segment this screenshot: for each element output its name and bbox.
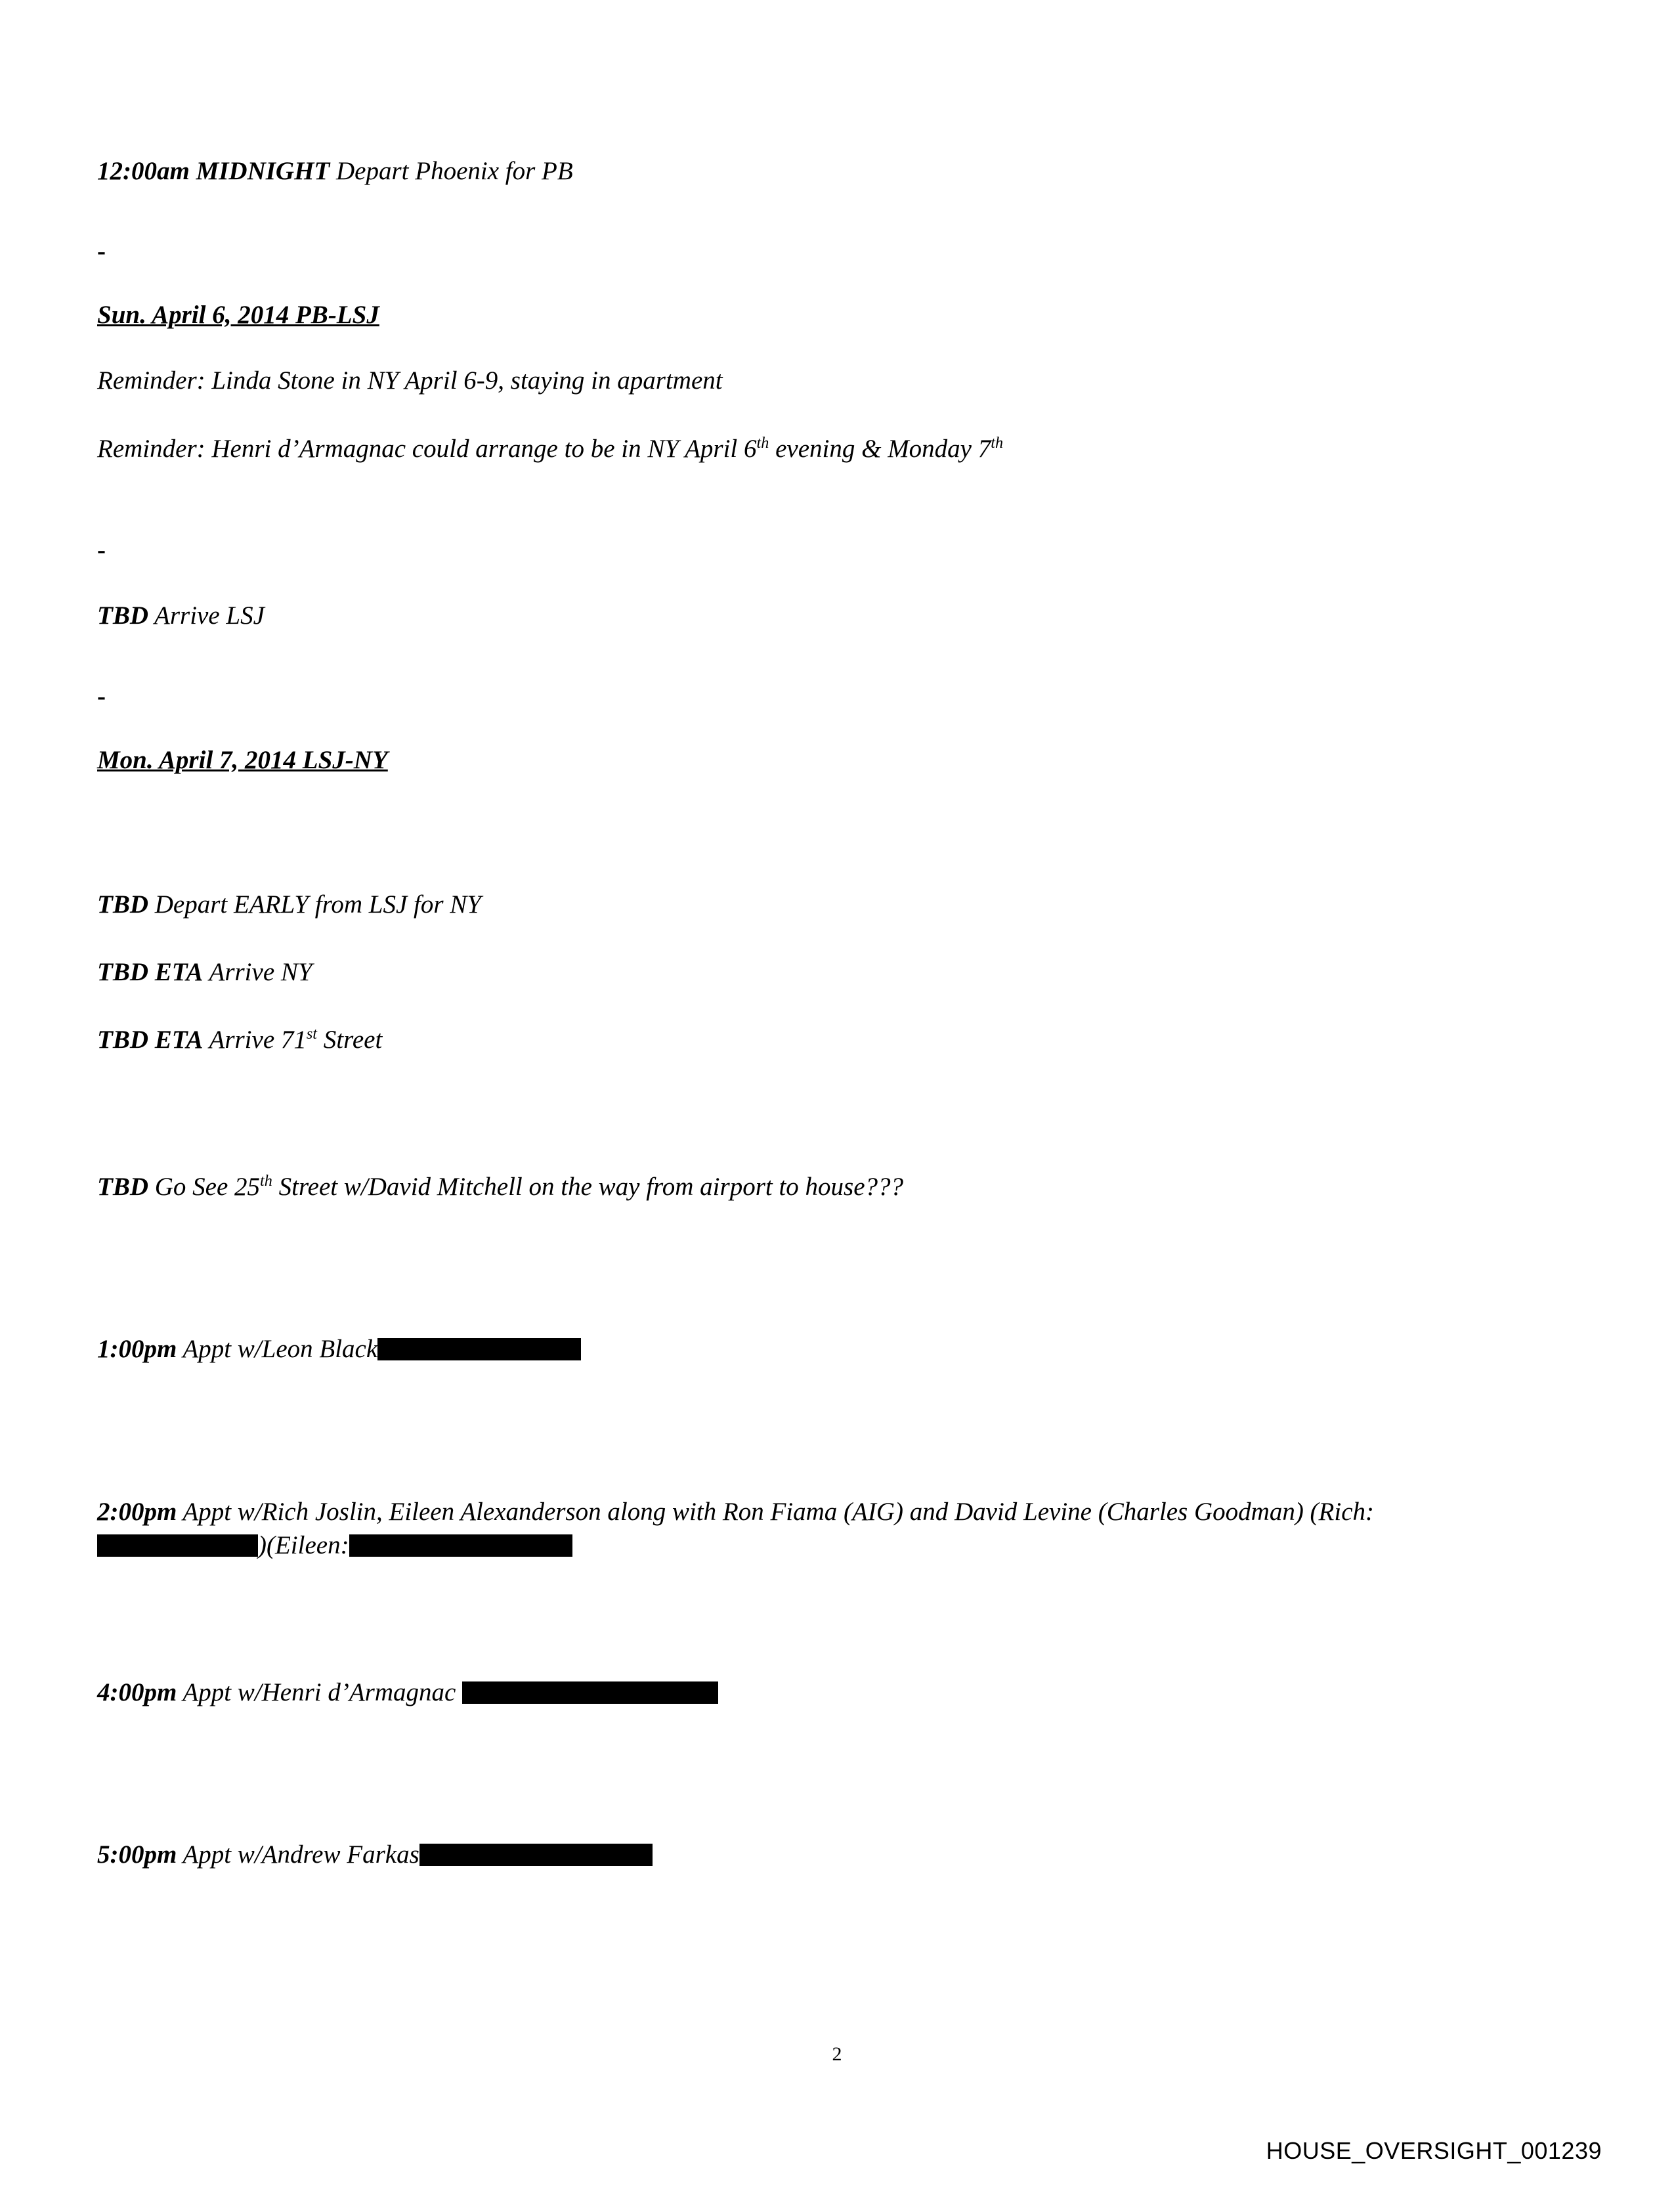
- spacer: [97, 989, 1528, 1023]
- entry-appt-1pm: [97, 1332, 1528, 1366]
- entry-appt-4pm-text: Appt w/Henri d’Armagnac: [177, 1678, 463, 1706]
- entry-tbd-eta-arrive-ny-text: Arrive NY: [203, 958, 312, 987]
- redaction-bar: [462, 1681, 718, 1704]
- entry-tbd-arrive-lsj-text: Arrive LSJ: [148, 601, 265, 630]
- entry-tbd-25th-street-sup: th: [260, 1171, 272, 1190]
- reminder-henri-sup-1: th: [756, 433, 769, 452]
- entry-appt-4pm: [97, 1676, 1528, 1709]
- spacer: [97, 1563, 1528, 1641]
- separator-dash-2: -: [97, 536, 106, 565]
- spacer: [97, 466, 1528, 536]
- entry-tbd-arrive-lsj: [97, 599, 1528, 632]
- heading-monday: Mon. April 7, 2014 LSJ-NY: [97, 745, 388, 774]
- entry-appt-1pm-text: Appt w/Leon Black: [177, 1335, 378, 1364]
- spacer: [97, 398, 1528, 432]
- spacer: [97, 921, 1528, 955]
- entry-tbd-25th-street-text-a: Go See 25: [148, 1172, 261, 1201]
- entry-appt-1pm-time: 1:00pm: [97, 1335, 177, 1364]
- entry-midnight: [97, 154, 1528, 188]
- entry-appt-2pm-text-a: Appt w/Rich Joslin, Eileen Alexanderson along with Ron Fiama (AIG) and David Levine (Charles Goodman) (Rich:: [177, 1497, 1374, 1526]
- entry-appt-2pm-time: 2:00pm: [97, 1497, 177, 1526]
- spacer: [97, 1282, 1528, 1332]
- spacer: [97, 633, 1528, 683]
- entry-appt-2pm-text-b: )(Eileen:: [258, 1531, 349, 1560]
- spacer: [97, 1136, 1528, 1170]
- page-number: 2: [832, 2043, 842, 2065]
- entry-tbd-25th-street: [97, 1170, 1528, 1204]
- entry-tbd-depart-lsj-time: TBD: [97, 890, 148, 919]
- entry-tbd-eta-arrive-71st-time: TBD ETA: [97, 1026, 204, 1054]
- entry-tbd-eta-arrive-71st: [97, 1023, 1528, 1056]
- entry-tbd-depart-lsj: [97, 888, 1528, 921]
- spacer: [97, 1788, 1528, 1838]
- entry-tbd-eta-arrive-ny: [97, 955, 1528, 989]
- spacer: [97, 565, 1528, 599]
- entry-appt-5pm-time: 5:00pm: [97, 1840, 177, 1869]
- separator-dash-1: -: [97, 237, 106, 266]
- entry-tbd-eta-arrive-ny-time: TBD ETA: [97, 958, 204, 987]
- spacer: [97, 711, 1528, 745]
- reminder-henri-darmagnac: [97, 432, 1528, 466]
- redaction-bar: [419, 1844, 653, 1866]
- redaction-bar: [377, 1338, 581, 1360]
- redaction-bar: [349, 1534, 572, 1557]
- heading-sunday: Sun. April 6, 2014 PB-LSJ: [97, 301, 379, 330]
- spacer: [97, 330, 1528, 364]
- reminder-henri-text-a: Reminder: Henri d’Armagnac could arrange to be in NY April 6: [97, 434, 757, 463]
- entry-tbd-eta-arrive-71st-text-a: Arrive 71: [203, 1026, 307, 1054]
- separator-dash-3: -: [97, 682, 106, 710]
- entry-tbd-eta-arrive-71st-text-b: Street: [317, 1026, 383, 1054]
- reminder-linda-stone: Reminder: Linda Stone in NY April 6-9, staying in apartment: [97, 366, 723, 395]
- spacer: [97, 1366, 1528, 1445]
- redaction-bar: [97, 1534, 258, 1557]
- entry-tbd-arrive-lsj-time: TBD: [97, 601, 148, 630]
- entry-tbd-depart-lsj-text: Depart EARLY from LSJ for NY: [148, 890, 481, 919]
- spacer: [97, 775, 1528, 854]
- entry-tbd-eta-arrive-71st-sup: st: [306, 1025, 318, 1043]
- spacer: [97, 1641, 1528, 1676]
- document-body: [97, 154, 1528, 1872]
- spacer: [97, 1709, 1528, 1788]
- spacer: [97, 1057, 1528, 1136]
- spacer: [97, 1445, 1528, 1495]
- spacer: [97, 854, 1528, 888]
- spacer: [97, 188, 1528, 238]
- entry-midnight-time: 12:00am MIDNIGHT: [97, 157, 330, 185]
- spacer: [97, 1204, 1528, 1282]
- reminder-henri-sup-2: th: [991, 433, 1004, 452]
- entry-tbd-25th-street-time: TBD: [97, 1172, 148, 1201]
- entry-appt-5pm-text: Appt w/Andrew Farkas: [177, 1840, 419, 1869]
- bates-number: HOUSE_OVERSIGHT_001239: [1266, 2137, 1602, 2164]
- spacer: [97, 266, 1528, 300]
- entry-midnight-text: Depart Phoenix for PB: [330, 157, 573, 185]
- entry-tbd-25th-street-text-b: Street w/David Mitchell on the way from airport to house???: [272, 1172, 904, 1201]
- reminder-henri-text-b: evening & Monday 7: [769, 434, 991, 463]
- entry-appt-4pm-time: 4:00pm: [97, 1678, 177, 1706]
- entry-appt-2pm: [97, 1495, 1528, 1563]
- entry-appt-5pm: [97, 1838, 1528, 1871]
